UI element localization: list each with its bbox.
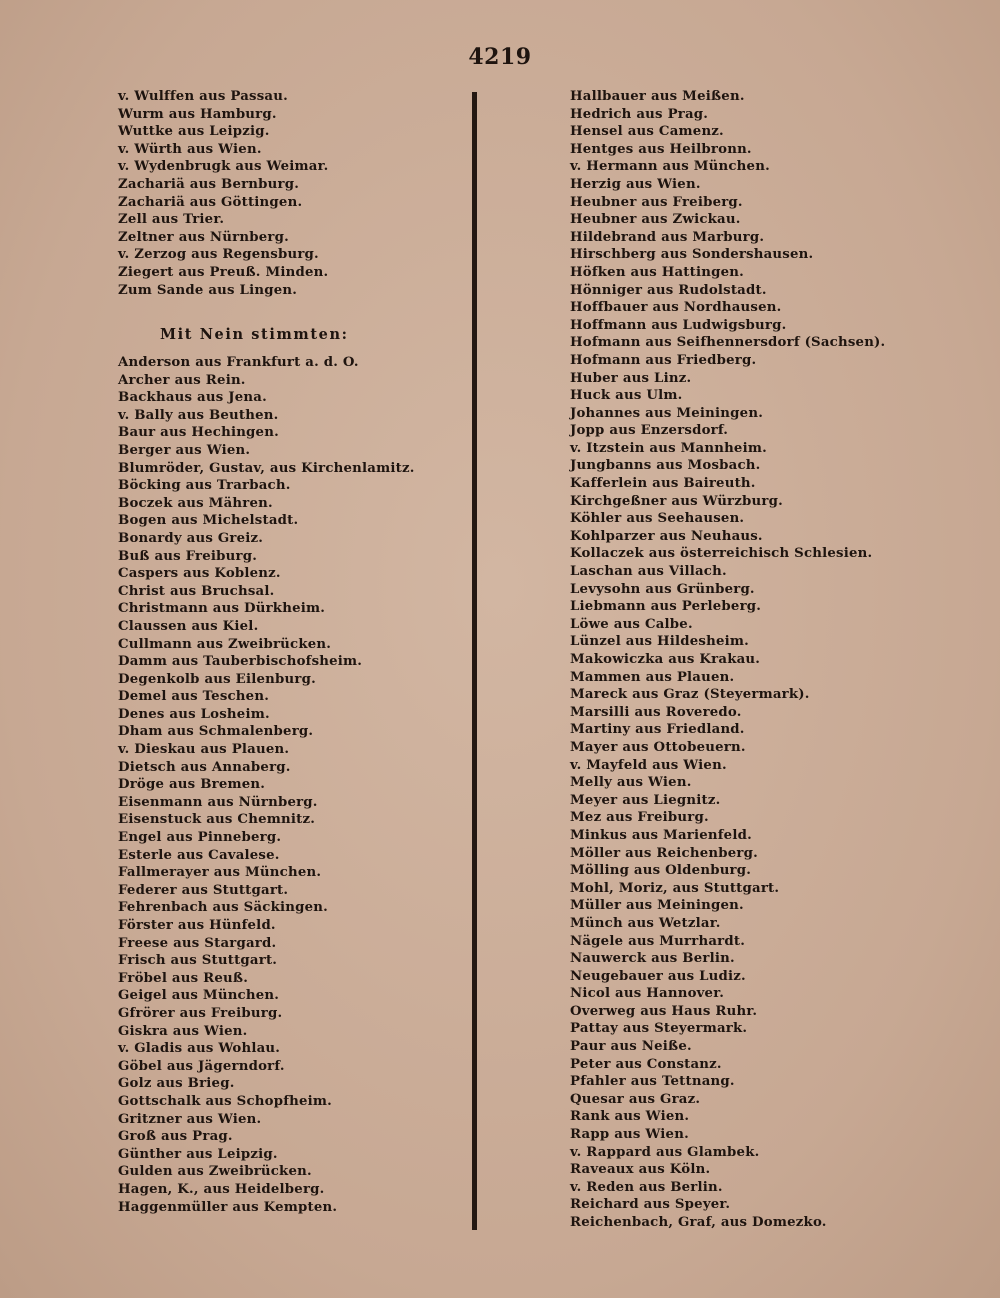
- list-item: Dietsch aus Annaberg.: [118, 759, 291, 775]
- list-item: Berger aus Wien.: [118, 442, 251, 458]
- list-item: Christ aus Bruchsal.: [118, 583, 275, 599]
- list-item: Jungbanns aus Mosbach.: [570, 458, 761, 474]
- list-item: Zell aus Trier.: [118, 212, 225, 228]
- list-item: Kafferlein aus Baireuth.: [570, 476, 756, 492]
- list-item: v. Itzstein aus Mannheim.: [570, 440, 767, 456]
- list-item: Mayer aus Ottobeuern.: [570, 739, 746, 755]
- list-item: Neugebauer aus Ludiz.: [570, 968, 746, 984]
- list-item: Hildebrand aus Marburg.: [570, 229, 765, 245]
- list-item: Zachariä aus Göttingen.: [118, 194, 303, 210]
- list-item: Engel aus Pinneberg.: [118, 830, 282, 846]
- list-item: Hönniger aus Rudolstadt.: [570, 282, 767, 298]
- list-item: Zeltner aus Nürnberg.: [118, 229, 289, 245]
- list-item: Damm aus Tauberbischofsheim.: [118, 654, 363, 670]
- list-item: v. Wydenbrugk aus Weimar.: [118, 159, 329, 175]
- list-item: Archer aus Rein.: [118, 372, 246, 388]
- list-item: Martiny aus Friedland.: [570, 722, 745, 738]
- list-item: v. Gladis aus Wohlau.: [118, 1041, 281, 1057]
- list-item: Mölling aus Oldenburg.: [570, 863, 752, 879]
- list-item: Mammen aus Plauen.: [570, 669, 735, 685]
- list-item: Gulden aus Zweibrücken.: [118, 1164, 312, 1180]
- list-item: Heubner aus Freiberg.: [570, 194, 743, 210]
- list-item: Bogen aus Michelstadt.: [118, 513, 299, 529]
- list-item: Förster aus Hünfeld.: [118, 918, 276, 933]
- list-item: Hoffbauer aus Nordhausen.: [570, 300, 782, 316]
- list-item: Claussen aus Kiel.: [118, 618, 259, 634]
- list-item: Frisch aus Stuttgart.: [118, 953, 278, 969]
- list-item: Christmann aus Dürkheim.: [118, 601, 326, 617]
- list-item: v. Dieskau aus Plauen.: [118, 742, 290, 758]
- list-item: Zachariä aus Bernburg.: [118, 176, 300, 192]
- list-item: Marsilli aus Roveredo.: [570, 704, 742, 720]
- list-item: Blumröder, Gustav, aus Kirchenlamitz.: [118, 460, 415, 476]
- right-column-list: [570, 88, 990, 1232]
- list-item: Gritzner aus Wien.: [118, 1111, 262, 1127]
- list-item: Hallbauer aus Meißen.: [570, 89, 745, 104]
- list-item: Geigel aus München.: [118, 988, 280, 1004]
- list-item: v. Mayfeld aus Wien.: [570, 757, 727, 773]
- list-item: Anderson aus Frankfurt a. d. O.: [118, 355, 359, 370]
- list-item: Levysohn aus Grünberg.: [570, 581, 755, 597]
- list-item: Kirchgeßner aus Würzburg.: [570, 493, 783, 509]
- list-item: Rapp aus Wien.: [570, 1127, 689, 1143]
- list-item: Löwe aus Calbe.: [570, 616, 693, 632]
- list-item: Cullmann aus Zweibrücken.: [118, 636, 332, 652]
- list-item: Giskra aus Wien.: [118, 1023, 248, 1039]
- list-item: Laschan aus Villach.: [570, 564, 727, 580]
- list-item: Kollaczek aus österreichisch Schlesien.: [570, 546, 873, 562]
- list-item: Caspers aus Koblenz.: [118, 566, 281, 582]
- list-item: Golz aus Brieg.: [118, 1076, 235, 1092]
- page-number: 4219: [468, 44, 532, 70]
- list-item: Gottschalk aus Schopfheim.: [118, 1093, 332, 1109]
- list-item: Buß aus Freiburg.: [118, 548, 258, 564]
- list-item: Ziegert aus Preuß. Minden.: [118, 264, 329, 280]
- list-item: v. Zerzog aus Regensburg.: [118, 247, 319, 263]
- list-item: Bonardy aus Greiz.: [118, 530, 264, 546]
- list-item: Mez aus Freiburg.: [570, 810, 709, 826]
- list-item: Fröbel aus Reuß.: [118, 970, 249, 986]
- list-item: Nägele aus Murrhardt.: [570, 933, 746, 949]
- list-item: Hofmann aus Seifhennersdorf (Sachsen).: [570, 335, 886, 351]
- list-item: Boczek aus Mähren.: [118, 495, 273, 511]
- list-item: Wurm aus Hamburg.: [118, 106, 277, 122]
- list-item: Reichenbach, Graf, aus Domezko.: [570, 1215, 827, 1230]
- list-item: Groß aus Prag.: [118, 1129, 233, 1145]
- list-item: Herzig aus Wien.: [570, 176, 701, 192]
- list-item: Degenkolb aus Eilenburg.: [118, 671, 316, 687]
- list-item: Höfken aus Hattingen.: [570, 264, 744, 280]
- list-item: Paur aus Neiße.: [570, 1039, 692, 1055]
- list-item: Peter aus Constanz.: [570, 1056, 722, 1072]
- list-item: Federer aus Stuttgart.: [118, 882, 289, 898]
- list-item: Freese aus Stargard.: [118, 935, 277, 951]
- list-item: Raveaux aus Köln.: [570, 1162, 711, 1178]
- list-item: Möller aus Reichenberg.: [570, 845, 758, 861]
- list-item: Fallmerayer aus München.: [118, 865, 322, 881]
- list-item: Pattay aus Steyermark.: [570, 1021, 748, 1037]
- list-item: Backhaus aus Jena.: [118, 390, 267, 406]
- list-item: Fehrenbach aus Säckingen.: [118, 900, 328, 916]
- list-item: Hensel aus Camenz.: [570, 124, 724, 140]
- list-item: Rank aus Wien.: [570, 1109, 690, 1125]
- column-divider-rule: [472, 92, 477, 1230]
- list-item: Dröge aus Bremen.: [118, 777, 266, 793]
- list-item: Baur aus Hechingen.: [118, 425, 279, 441]
- list-item: Zum Sande aus Lingen.: [118, 282, 298, 298]
- list-item: Kohlparzer aus Neuhaus.: [570, 528, 763, 544]
- list-item: Hoffmann aus Ludwigsburg.: [570, 317, 787, 333]
- left-column-list-continued: [118, 88, 468, 299]
- list-item: Mohl, Moriz, aus Stuttgart.: [570, 880, 780, 896]
- list-item: Pfahler aus Tettnang.: [570, 1074, 735, 1090]
- list-item: Denes aus Losheim.: [118, 706, 270, 722]
- list-item: Melly aus Wien.: [570, 775, 692, 791]
- list-item: v. Bally aus Beuthen.: [118, 407, 279, 423]
- list-item: Eisenstuck aus Chemnitz.: [118, 812, 316, 828]
- list-item: v. Rappard aus Glambek.: [570, 1144, 760, 1160]
- list-item: Hedrich aus Prag.: [570, 106, 709, 122]
- list-item: Dham aus Schmalenberg.: [118, 724, 314, 740]
- list-item: Huck aus Ulm.: [570, 388, 683, 404]
- list-item: v. Hermann aus München.: [570, 159, 770, 175]
- list-item: v. Würth aus Wien.: [118, 141, 262, 157]
- list-item: Hentges aus Heilbronn.: [570, 141, 752, 157]
- list-item: Overweg aus Haus Ruhr.: [570, 1003, 758, 1019]
- list-item: Demel aus Teschen.: [118, 689, 270, 705]
- list-item: Böcking aus Trarbach.: [118, 478, 291, 494]
- list-item: Makowiczka aus Krakau.: [570, 652, 761, 667]
- list-item: Esterle aus Cavalese.: [118, 847, 280, 863]
- list-item: Johannes aus Meiningen.: [570, 405, 764, 421]
- list-item: Hofmann aus Friedberg.: [570, 352, 757, 368]
- list-item: Quesar aus Graz.: [570, 1091, 701, 1107]
- list-item: Hirschberg aus Sondershausen.: [570, 247, 814, 263]
- list-item: Liebmann aus Perleberg.: [570, 599, 762, 615]
- list-item: Mareck aus Graz (Steyermark).: [570, 687, 810, 703]
- left-column-list-nein: [118, 354, 468, 1216]
- list-item: Köhler aus Seehausen.: [570, 511, 745, 527]
- list-item: v. Reden aus Berlin.: [570, 1179, 723, 1195]
- list-item: Eisenmann aus Nürnberg.: [118, 794, 318, 810]
- list-item: Lünzel aus Hildesheim.: [570, 634, 749, 650]
- list-item: Huber aus Linz.: [570, 370, 692, 386]
- list-item: Minkus aus Marienfeld.: [570, 827, 752, 843]
- list-item: Heubner aus Zwickau.: [570, 212, 741, 228]
- list-item: Jopp aus Enzersdorf.: [570, 423, 729, 439]
- list-item: Reichard aus Speyer.: [570, 1197, 731, 1213]
- section-heading-nein: Mit Nein stimmten:: [160, 326, 349, 343]
- list-item: Günther aus Leipzig.: [118, 1146, 278, 1162]
- list-item: Münch aus Wetzlar.: [570, 915, 721, 931]
- list-item: Nicol aus Hannover.: [570, 986, 725, 1002]
- list-item: Gfrörer aus Freiburg.: [118, 1005, 283, 1021]
- list-item: Haggenmüller aus Kempten.: [118, 1199, 338, 1215]
- list-item: Nauwerck aus Berlin.: [570, 951, 735, 967]
- list-item: Göbel aus Jägerndorf.: [118, 1058, 285, 1074]
- list-item: Meyer aus Liegnitz.: [570, 792, 721, 808]
- list-item: Hagen, K., aus Heidelberg.: [118, 1181, 325, 1197]
- list-item: v. Wulffen aus Passau.: [118, 89, 288, 104]
- list-item: Müller aus Meiningen.: [570, 898, 744, 914]
- list-item: Wuttke aus Leipzig.: [118, 124, 270, 140]
